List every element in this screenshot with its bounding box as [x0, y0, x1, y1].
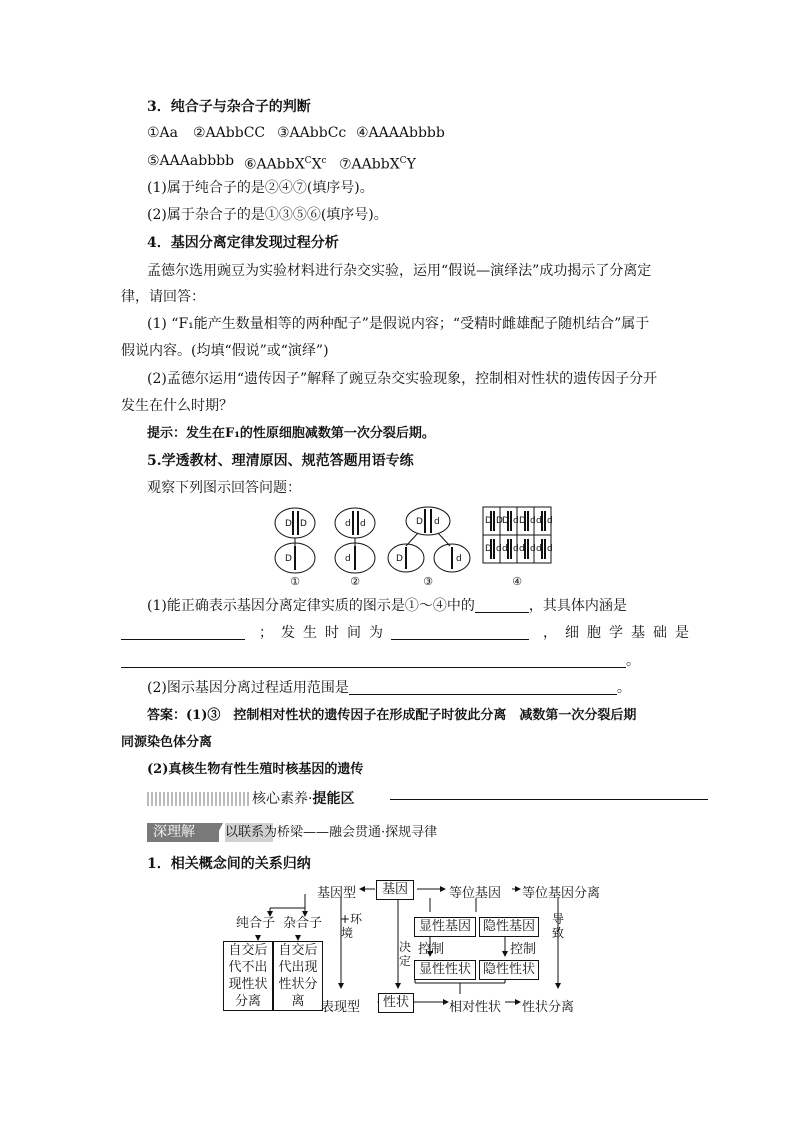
svg-text:D: D — [496, 516, 503, 526]
svg-text:D: D — [300, 519, 307, 529]
section4-heading: 4．基因分离定律发现过程分析 — [147, 235, 339, 251]
concept-homozygote: 纯合子 — [236, 916, 276, 931]
question-text: (1)属于纯合子的是②④⑦(填序号)。 — [147, 180, 374, 196]
cell-outline — [275, 508, 315, 538]
section-subtitle: 以联系为桥梁——融会贯通·探规寻律 — [225, 825, 438, 840]
paragraph-text: 律，请回答： — [121, 289, 205, 305]
concept-genotype: 基因型 — [317, 886, 357, 901]
answer-text: 答案：(1)③ 控制相对性状的遗传因子在形成配子时彼此分离 减数第一次分裂后期 — [147, 708, 637, 723]
cell-outline — [406, 507, 450, 535]
question-text: ；发生时间为 ，细胞学基础是 — [121, 623, 674, 643]
svg-text:d: d — [513, 516, 519, 526]
svg-text:d: d — [496, 544, 502, 554]
answer-blank[interactable] — [391, 625, 529, 640]
concept-control: 控制 — [510, 942, 537, 957]
concept-trait-separation: 性状分离 — [522, 1000, 575, 1015]
concept-hetero-desc-box: 自交后代出现性状分离 — [273, 941, 323, 1011]
svg-text:d: d — [434, 517, 440, 527]
svg-text:D: D — [396, 554, 403, 564]
concept-determine: 决定 — [398, 940, 411, 968]
figure-label: ① — [290, 575, 300, 588]
figure-label: ② — [350, 575, 360, 588]
answer-text: 同源染色体分离 — [121, 735, 213, 750]
answer-blank[interactable] — [121, 625, 245, 640]
section3-heading: 3．纯合子与杂合子的判断 — [147, 99, 311, 115]
svg-text:d: d — [345, 554, 351, 564]
svg-text:d: d — [536, 516, 542, 526]
question-text: (2)孟德尔运用“遗传因子”解释了豌豆杂交实验现象，控制相对性状的遗传因子分开 — [147, 371, 658, 387]
paragraph-text: 孟德尔选用豌豆为实验材料进行杂交实验，运用“假说—演绎法”成功揭示了分离定 — [147, 263, 652, 279]
genotype-item: ①Aa — [147, 125, 179, 141]
concept-homo-desc-box: 自交后代不出现性状分离 — [223, 941, 273, 1011]
svg-text:d: d — [530, 544, 536, 554]
svg-text:D: D — [285, 554, 292, 564]
svg-text:d: d — [519, 544, 525, 554]
concept-gene-box: 基因 — [376, 880, 414, 900]
svg-text:d: d — [345, 519, 351, 529]
concept-control: 控制 — [418, 942, 445, 957]
concept-allele-separation: 等位基因分离 — [522, 886, 601, 901]
genotype-item: ⑤AAAabbbb — [147, 153, 235, 169]
question-text: 发生在什么时期？ — [121, 398, 233, 414]
svg-text:d: d — [502, 544, 508, 554]
concept-dominant-gene-box: 显性基因 — [414, 917, 476, 937]
answer-blank[interactable] — [349, 680, 617, 695]
svg-text:D: D — [416, 517, 423, 527]
svg-text:d: d — [536, 544, 542, 554]
genotype-item: ⑦AAbbX$^C$Y — [339, 156, 416, 173]
figure-label: ④ — [512, 575, 522, 588]
banner-title: 核心素养·提能区 — [252, 791, 355, 807]
section-tag: 深理解 — [147, 823, 219, 842]
genotype-item: $⑥AAbbX^CX^c$ — [244, 156, 327, 173]
question-text: (1)能正确表示基因分离定律实质的图示是①～④中的 ，其具体内涵是 — [147, 598, 627, 614]
concept-environment: +环境 — [340, 912, 363, 940]
svg-text:d: d — [547, 516, 553, 526]
question-text: 。 — [121, 651, 640, 671]
svg-text:D: D — [285, 519, 292, 529]
concept-heterozygote: 杂合子 — [283, 916, 323, 931]
question-text: 假说内容。(均填“假说”或“演绎”) — [121, 343, 329, 359]
concept-lead: 导致 — [551, 912, 564, 940]
tag-slant — [213, 823, 223, 842]
svg-text:d: d — [530, 516, 536, 526]
svg-text:d: d — [456, 554, 462, 564]
concept-recessive-trait-box: 隐性性状 — [479, 960, 539, 980]
svg-text:D: D — [519, 516, 526, 526]
svg-text:D: D — [502, 516, 509, 526]
svg-text:d: d — [547, 544, 553, 554]
concept-phenotype: 表现型 — [321, 1000, 361, 1015]
banner-pattern — [147, 792, 251, 806]
paragraph-text: 观察下列图示回答问题： — [147, 480, 301, 496]
question-text: (1) “F₁能产生数量相等的两种配子”是假说内容；“受精时雌雄配子随机结合”属于 — [147, 316, 650, 332]
section5-heading: 5.学透教材、理清原因、规范答题用语专练 — [147, 453, 414, 469]
figure-label: ③ — [423, 575, 433, 588]
answer-blank[interactable] — [121, 653, 626, 668]
svg-text:d: d — [513, 544, 519, 554]
concept-recessive-gene-box: 隐性基因 — [479, 917, 539, 937]
hint-text: 提示：发生在F₁的性原细胞减数第一次分裂后期。 — [147, 426, 435, 441]
genotype-item: ③AAbbCc — [277, 125, 347, 141]
concept-allele: 等位基因 — [449, 886, 502, 901]
genotype-item: ②AAbbCC — [193, 125, 266, 141]
answer-blank[interactable] — [475, 598, 529, 613]
concept-dominant-trait-box: 显性性状 — [414, 960, 476, 980]
chromosome-figure — [268, 503, 558, 589]
concept-relative-trait: 相对性状 — [449, 1000, 502, 1015]
svg-text:D: D — [485, 544, 492, 554]
concept-heading: 1．相关概念间的关系归纳 — [147, 856, 311, 872]
cell-outline — [335, 508, 375, 538]
svg-text:D: D — [485, 516, 492, 526]
answer-text: (2)真核生物有性生殖时核基因的遗传 — [147, 762, 364, 777]
question-text: (2)属于杂合子的是①③⑤⑥(填序号)。 — [147, 207, 388, 223]
banner-rule — [390, 799, 708, 800]
genotype-item: ④AAAAbbbb — [356, 125, 445, 141]
svg-text:d: d — [360, 519, 366, 529]
concept-trait-box: 性状 — [378, 993, 414, 1013]
question-text: (2)图示基因分离过程适用范围是 。 — [147, 680, 631, 696]
